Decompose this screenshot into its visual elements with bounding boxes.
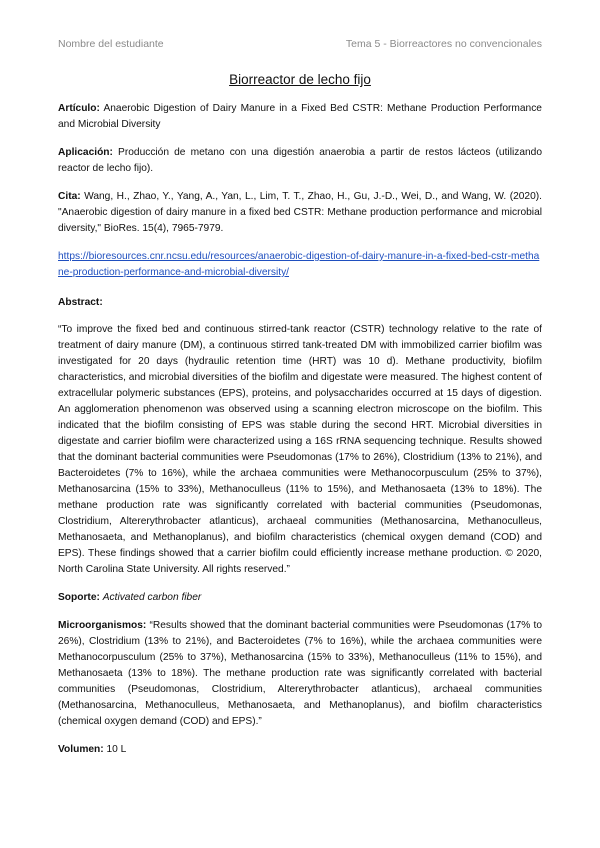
- aplicacion-label: Aplicación:: [58, 147, 113, 158]
- articulo-label: Artículo:: [58, 103, 100, 114]
- header-student-name: Nombre del estudiante: [58, 38, 164, 50]
- abstract-text: “To improve the fixed bed and continuous stirred-tank reactor (CSTR) technology relative to the rate of treatment of dairy manure (DM), a continuous stirred tank-treated DM with immobilized carrier biofilm was investigated for 20 days (hydraulic retention time (HRT) was 10 d). Methane productivity, biofilm characteristics, and microbial diversities of the biofilm and digestate were measured. The highest content of extracellular polymeric substances (EPS), proteins, and polysaccharides occurred at 15 days of digestion. An agglomeration phenomenon was observed using a scanning electron microscope on the biofilm. This indicated that the biofilm consisting of EPS was stable during the second HRT. Microbial diversities in digestate and carrier biofilm were characterized using a 16S rRNA sequencing technique. Results showed that the dominant bacterial communities were Pseudomonas (17% to 26%), Clostridium (13% to 21%), and Bacteroidetes (7% to 16%), while the archaea communities were Methanocorpusculum (25% to 37%), Methanosarcina (15% to 33%), Methanoculleus (11% to 15%), and Methanosaeta (13% to 18%). The methane production rate was significantly correlated with bacterial communities (Pseudomonas, Clostridium, Altererythrobacter atlanticus), archaeal communities (Methanosarcina, Methanoculleus, Methanosaeta, and Methanoplanus), and biofilm characteristics (chemical oxygen demand (COD) and EPS). These findings showed that a carrier biofilm could efficiently increase methane production. © 2020, North Carolina State University. All rights reserved.”: [58, 324, 542, 575]
- article-link[interactable]: https://bioresources.cnr.ncsu.edu/resources/anaerobic-digestion-of-dairy-manure-in-a-fixed-bed-cstr-methane-production-performance-and-microbial-diversity/: [58, 251, 540, 278]
- abstract-heading: [58, 295, 542, 311]
- aplicacion-paragraph: [58, 145, 542, 177]
- microorganismos-paragraph: [58, 618, 542, 730]
- microorganismos-label: Microorganismos:: [58, 620, 147, 631]
- articulo-paragraph: [58, 101, 542, 133]
- cita-text: Wang, H., Zhao, Y., Yang, A., Yan, L., Lim, T. T., Zhao, H., Gu, J.-D., Wei, D., and Wang, W. (2020). "Anaerobic digestion of dairy manure in a fixed bed CSTR: Methane production performance and microbial diversity," BioRes. 15(4), 7965-7979.: [58, 191, 542, 234]
- microorganismos-text: “Results showed that the dominant bacterial communities were Pseudomonas (17% to 26%), Clostridium (13% to 21%), and Bacteroidetes (7% to 16%), while the archaea communities were Methanocorpusculum (25% to 37%), Methanosarcina (15% to 33%), Methanoculleus (11% to 15%), and Methanosaeta (13% to 18%). The methane production rate was significantly correlated with bacterial communities (Pseudomonas, Clostridium, Altererythrobacter atlanticus), archaeal communities (Methanosarcina, Methanoculleus, Methanosaeta, and Methanoplanus), and biofilm characteristics (chemical oxygen demand (COD) and EPS).”: [58, 620, 542, 727]
- volumen-label: Volumen:: [58, 744, 104, 755]
- aplicacion-text: Producción de metano con una digestión anaerobia a partir de restos lácteos (utilizando reactor de lecho fijo).: [58, 147, 542, 174]
- cita-label: Cita:: [58, 191, 81, 202]
- cita-paragraph: [58, 189, 542, 237]
- link-paragraph: [58, 249, 542, 281]
- volumen-text: 10 L: [106, 744, 127, 755]
- soporte-label: Soporte:: [58, 592, 100, 603]
- soporte-paragraph: [58, 590, 542, 606]
- abstract-label: Abstract:: [58, 297, 103, 308]
- soporte-text: Activated carbon fiber: [102, 592, 202, 603]
- articulo-text: Anaerobic Digestion of Dairy Manure in a Fixed Bed CSTR: Methane Production Performance and Microbial Diversity: [58, 103, 542, 130]
- document-title: Biorreactor de lecho fijo: [229, 72, 371, 87]
- header-topic: Tema 5 - Biorreactores no convencionales: [345, 38, 542, 50]
- volumen-paragraph: [58, 742, 542, 758]
- page-header: [58, 0, 542, 50]
